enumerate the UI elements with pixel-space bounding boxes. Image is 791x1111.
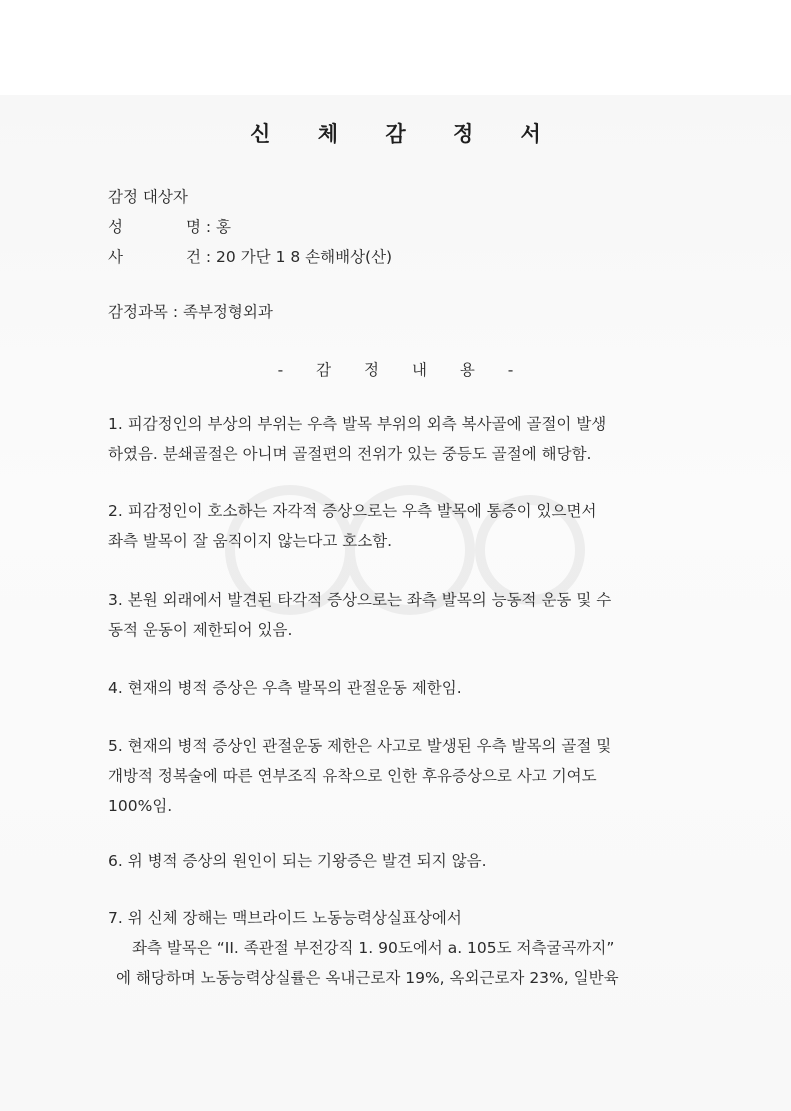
- finding-item-4: [108, 673, 688, 703]
- exam-subject: 감정과목 : 족부정형외과: [108, 303, 273, 321]
- case-row-label: 사: [108, 248, 123, 266]
- finding-line: 하였음. 분쇄골절은 아니며 골절편의 전위가 있는 중등도 골절에 해당함.: [108, 445, 592, 463]
- finding-line: 7. 위 신체 장해는 맥브라이드 노동능력상실표상에서: [108, 909, 462, 927]
- finding-item-7: [108, 903, 688, 993]
- finding-item-5: [108, 731, 688, 821]
- finding-line: 100%임.: [108, 797, 173, 815]
- finding-item-1: [108, 409, 688, 469]
- finding-line: 1. 피감정인의 부상의 부위는 우측 발목 부위의 외측 복사골에 골절이 발생: [108, 415, 607, 433]
- finding-line: 3. 본원 외래에서 발견된 타각적 증상으로는 좌측 발목의 능동적 운동 및 수: [108, 591, 612, 609]
- finding-item-2: [108, 496, 688, 556]
- page-title: 신 체 감 정 서: [250, 122, 561, 146]
- finding-line: 4. 현재의 병적 증상은 우측 발목의 관절운동 제한임.: [108, 679, 462, 697]
- finding-line: 좌측 발목이 잘 움직이지 않는다고 호소함.: [108, 532, 393, 550]
- finding-line: 좌측 발목은 “II. 족관절 부전강직 1. 90도에서 a. 105도 저측굴곡까지”: [132, 939, 615, 957]
- finding-line: 2. 피감정인이 호소하는 자각적 증상으로는 우측 발목에 통증이 있으면서: [108, 502, 597, 520]
- section-title: - 감 정 내 용 -: [277, 361, 528, 379]
- name-row-field: 명 : 홍: [186, 218, 232, 236]
- finding-line: 동적 운동이 제한되어 있음.: [108, 621, 293, 639]
- case-row-field: 건 : 20 가단 1 8 손해배상(산): [186, 248, 393, 266]
- finding-line: 5. 현재의 병적 증상인 관절운동 제한은 사고로 발생된 우측 발목의 골절 및: [108, 737, 612, 755]
- name-row-label: 성: [108, 218, 123, 236]
- target-label: 감정 대상자: [108, 188, 188, 206]
- finding-item-3: [108, 585, 688, 645]
- finding-line: 개방적 정복술에 따른 연부조직 유착으로 인한 후유증상으로 사고 기여도: [108, 767, 597, 785]
- finding-item-6: [108, 846, 688, 876]
- finding-line: 6. 위 병적 증상의 원인이 되는 기왕증은 발견 되지 않음.: [108, 852, 487, 870]
- finding-line: 에 해당하며 노동능력상실률은 옥내근로자 19%, 옥외근로자 23%, 일반육: [116, 969, 619, 987]
